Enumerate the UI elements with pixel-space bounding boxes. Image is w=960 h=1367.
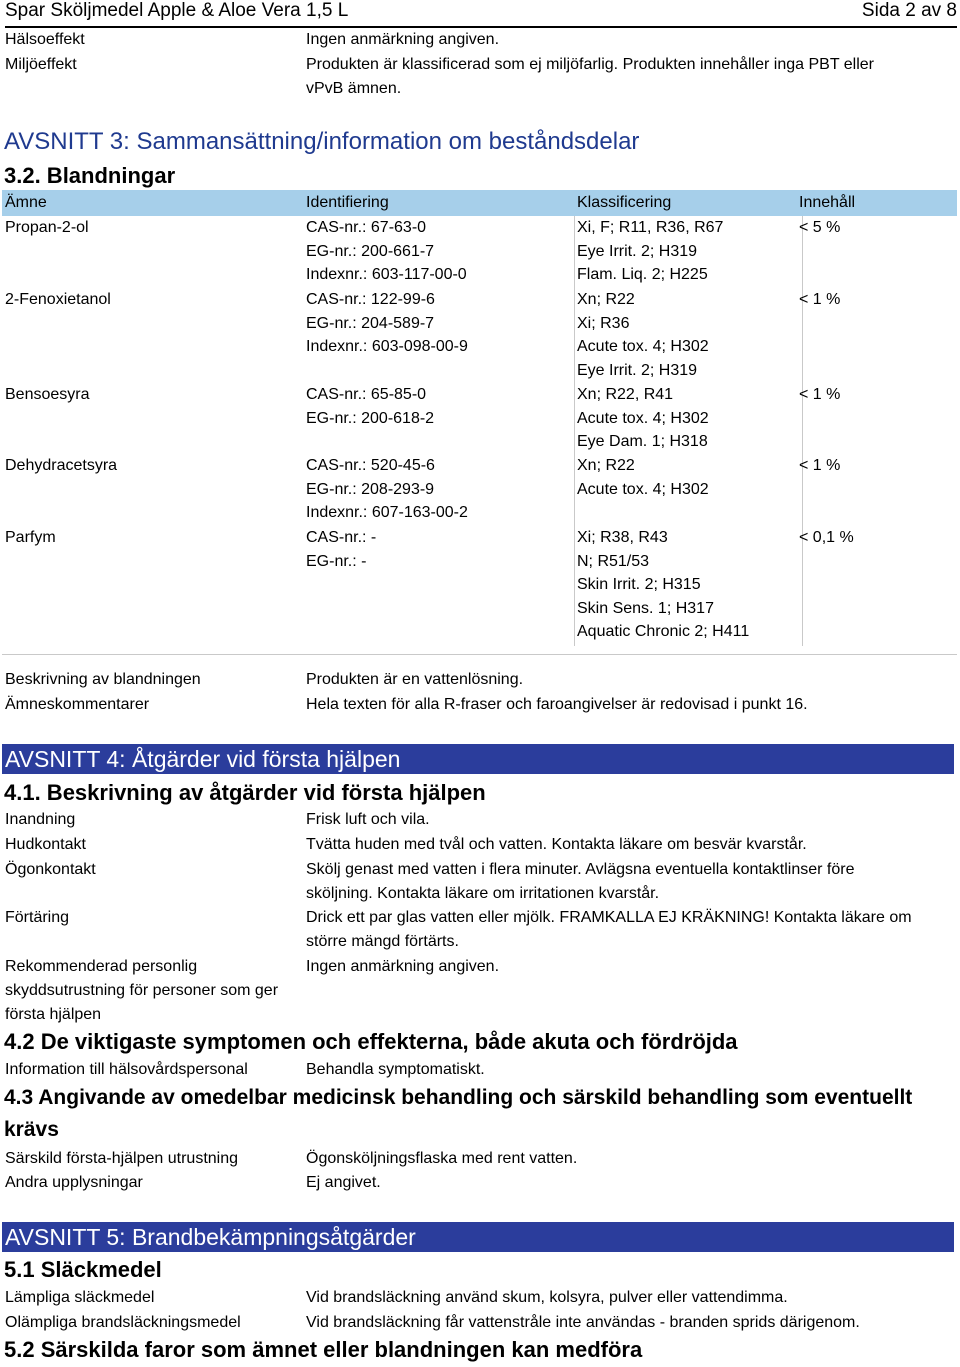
- value-skyddsutrustning: Ingen anmärkning angiven.: [306, 958, 500, 975]
- substance-name: Bensoesyra: [5, 386, 90, 403]
- label-utrustning: Särskild första-hjälpen utrustning: [5, 1150, 239, 1167]
- substance-content: < 1 %: [799, 457, 841, 474]
- value-ogonkontakt: Skölj genast med vatten i flera minuter. Avlägsna eventuella kontaktlinser före sköljning. Kontakta läkare om irritationen kvarstår.: [306, 861, 855, 902]
- substance-content: < 5 %: [799, 219, 841, 236]
- value-olampliga-slackmedel: Vid brandsläckning får vattenstråle inte användas - branden sprids därigenom.: [306, 1314, 860, 1331]
- label-andra-upplysningar: Andra upplysningar: [5, 1174, 143, 1191]
- column-divider: [802, 216, 803, 646]
- section-4-2-heading: 4.2 De viktigaste symptomen och effekterna, både akuta och fördröjda: [4, 1029, 738, 1054]
- label-olampliga-slackmedel: Olämpliga brandsläckningsmedel: [5, 1314, 241, 1331]
- divider-line: [2, 654, 957, 655]
- substance-ids: CAS-nr.: 122-99-6 EG-nr.: 204-589-7 Indexnr.: 603-098-00-9: [306, 291, 468, 356]
- value-halsoeffekt: Ingen anmärkning angiven.: [306, 31, 500, 48]
- label-halsovard: Information till hälsovårdspersonal: [5, 1061, 248, 1078]
- substance-ids: CAS-nr.: - EG-nr.: -: [306, 529, 377, 570]
- column-divider: [574, 216, 575, 646]
- substance-content: < 1 %: [799, 386, 841, 403]
- value-inandning: Frisk luft och vila.: [306, 811, 430, 828]
- substance-ids: CAS-nr.: 65-85-0 EG-nr.: 200-618-2: [306, 386, 435, 427]
- value-utrustning: Ögonsköljningsflaska med rent vatten.: [306, 1150, 578, 1167]
- value-miljoeffekt: Produkten är klassificerad som ej miljöfarlig. Produkten innehåller inga PBT eller vPvB ämnen.: [306, 56, 874, 97]
- section-4-1-heading: 4.1. Beskrivning av åtgärder vid första hjälpen: [4, 780, 486, 805]
- section-4-title: AVSNITT 4: Åtgärder vid första hjälpen: [2, 744, 954, 774]
- label-beskrivning: Beskrivning av blandningen: [5, 671, 201, 688]
- page-header: [5, 0, 957, 28]
- substance-ids: CAS-nr.: 520-45-6 EG-nr.: 208-293-9 Indexnr.: 607-163-00-2: [306, 457, 468, 522]
- value-halsovard: Behandla symptomatiskt.: [306, 1061, 485, 1078]
- value-fortaring: Drick ett par glas vatten eller mjölk. FRAMKALLA EJ KRÄKNING! Kontakta läkare om större mängd förtärts.: [306, 909, 912, 950]
- section-5-1-heading: 5.1 Släckmedel: [4, 1257, 162, 1282]
- value-beskrivning: Produkten är en vattenlösning.: [306, 671, 524, 688]
- substance-name: Propan-2-ol: [5, 219, 89, 236]
- substance-content: < 1 %: [799, 291, 841, 308]
- substance-classification: Xn; R22 Acute tox. 4; H302: [577, 457, 709, 498]
- substance-classification: Xn; R22, R41 Acute tox. 4; H302 Eye Dam. 1; H318: [577, 386, 709, 451]
- value-andra-upplysningar: Ej angivet.: [306, 1174, 381, 1191]
- col-header-innehall: Innehåll: [799, 194, 856, 211]
- substance-content: < 0,1 %: [799, 529, 854, 546]
- substance-classification: Xi, F; R11, R36, R67 Eye Irrit. 2; H319 Flam. Liq. 2; H225: [577, 219, 724, 284]
- col-header-klassificering: Klassificering: [577, 194, 672, 211]
- label-ogonkontakt: Ögonkontakt: [5, 861, 96, 878]
- label-miljoeffekt: Miljöeffekt: [5, 56, 77, 73]
- value-hudkontakt: Tvätta huden med tvål och vatten. Kontakta läkare om besvär kvarstår.: [306, 836, 807, 853]
- substance-name: 2-Fenoxietanol: [5, 291, 111, 308]
- label-halsoeffekt: Hälsoeffekt: [5, 31, 85, 48]
- substance-ids: CAS-nr.: 67-63-0 EG-nr.: 200-661-7 Indexnr.: 603-117-00-0: [306, 219, 467, 284]
- section-4-3-heading: 4.3 Angivande av omedelbar medicinsk behandling och särskild behandling som eventuellt krävs: [4, 1086, 913, 1141]
- section-5-title: AVSNITT 5: Brandbekämpningsåtgärder: [2, 1222, 954, 1252]
- label-fortaring: Förtäring: [5, 909, 70, 926]
- col-header-amne: Ämne: [5, 194, 47, 211]
- document-title: Spar Sköljmedel Apple & Aloe Vera 1,5 L: [5, 0, 349, 21]
- label-lampliga-slackmedel: Lämpliga släckmedel: [5, 1289, 155, 1306]
- substance-name: Dehydracetsyra: [5, 457, 118, 474]
- label-amneskommentarer: Ämneskommentarer: [5, 696, 150, 713]
- section-3-title: AVSNITT 3: Sammansättning/information om beståndsdelar: [4, 128, 640, 155]
- substance-classification: Xn; R22 Xi; R36 Acute tox. 4; H302 Eye Irrit. 2; H319: [577, 291, 709, 379]
- substance-name: Parfym: [5, 529, 56, 546]
- section-5-2-heading: 5.2 Särskilda faror som ämnet eller blandningen kan medföra: [4, 1337, 643, 1362]
- section-3-2-heading: 3.2. Blandningar: [4, 163, 176, 188]
- label-skyddsutrustning: Rekommenderad personlig skyddsutrustning för personer som ger första hjälpen: [5, 958, 279, 1023]
- value-lampliga-slackmedel: Vid brandsläckning använd skum, kolsyra, pulver eller vattendimma.: [306, 1289, 788, 1306]
- col-header-identifiering: Identifiering: [306, 194, 389, 211]
- value-amneskommentarer: Hela texten för alla R-fraser och faroangivelser är redovisad i punkt 16.: [306, 696, 808, 713]
- label-inandning: Inandning: [5, 811, 76, 828]
- composition-table-header: [2, 190, 957, 216]
- label-hudkontakt: Hudkontakt: [5, 836, 86, 853]
- substance-classification: Xi; R38, R43 N; R51/53 Skin Irrit. 2; H315 Skin Sens. 1; H317 Aquatic Chronic 2; H411: [577, 529, 750, 641]
- composition-table: [2, 216, 957, 646]
- page-number: Sida 2 av 8: [861, 0, 957, 21]
